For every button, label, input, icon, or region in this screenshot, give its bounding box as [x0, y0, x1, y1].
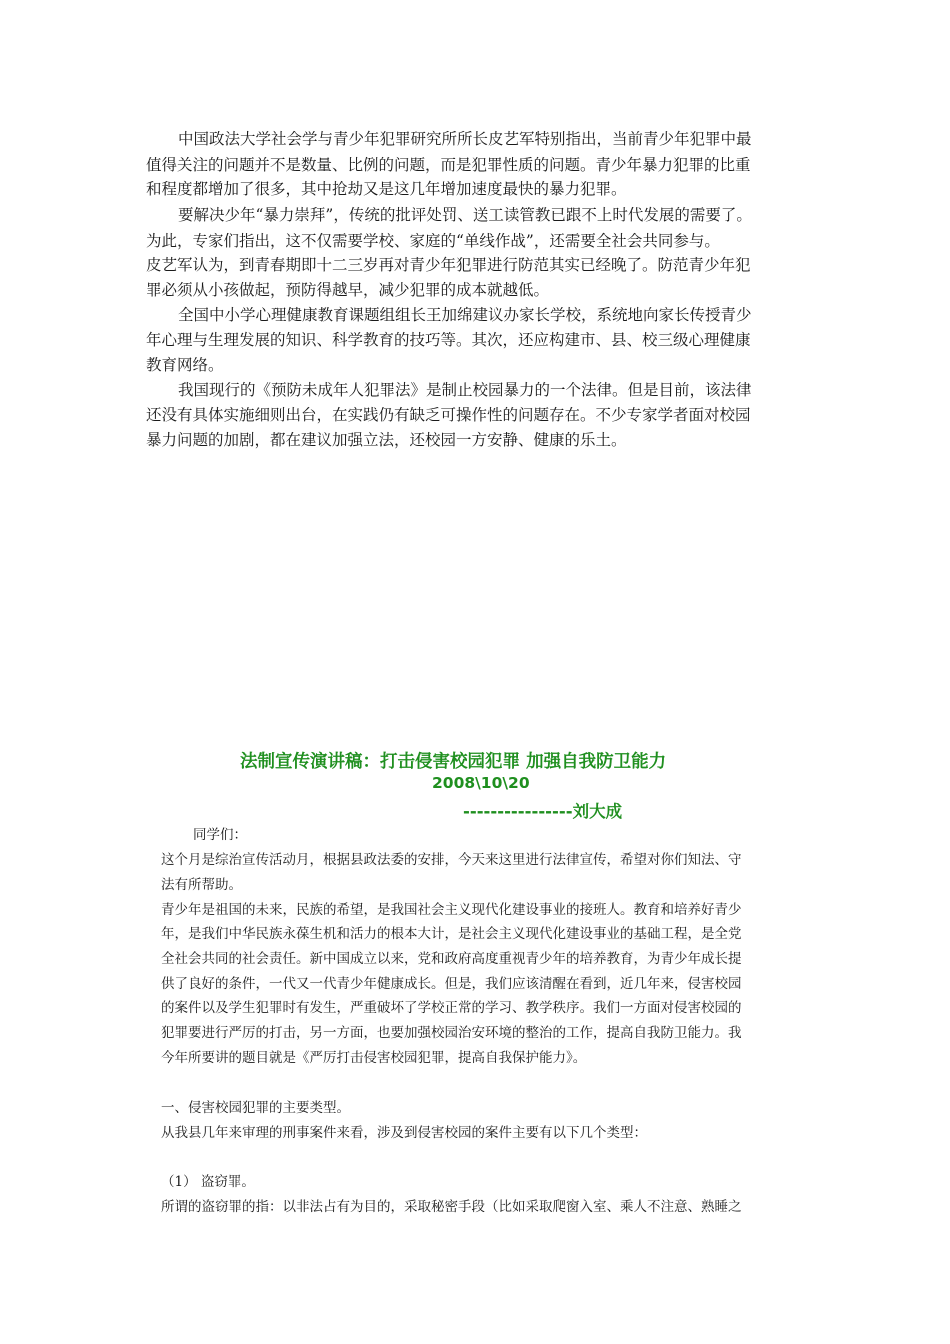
- speech-author: ----------------刘大成: [463, 802, 623, 821]
- speech-title: 法制宣传演讲稿：打击侵害校园犯罪 加强自我防卫能力: [240, 752, 667, 772]
- section-heading: 一、侵害校园犯罪的主要类型。: [161, 1100, 350, 1116]
- paragraph-line: 暴力问题的加剧，都在建议加强立法，还校园一方安静、健康的乐土。: [146, 431, 627, 449]
- paragraph-line: 从我县几年来审理的刑事案件来看，涉及到侵害校园的案件主要有以下几个类型：: [161, 1125, 647, 1141]
- paragraph-line: 为此，专家们指出，这不仅需要学校、家庭的“单线作战”，还需要全社会共同参与。: [146, 232, 720, 250]
- paragraph-line: 年，是我们中华民族永葆生机和活力的根本大计，是社会主义现代化建设事业的基础工程，是全党: [161, 926, 742, 942]
- paragraph-line: 还没有具体实施细则出台，在实践仍有缺乏可操作性的问题存在。不少专家学者面对校园: [146, 406, 751, 424]
- paragraph-line: 和程度都增加了很多，其中抢劫又是这几年增加速度最快的暴力犯罪。: [146, 180, 627, 198]
- paragraph-line: 皮艺军认为，到青春期即十二三岁再对青少年犯罪进行防范其实已经晚了。防范青少年犯: [146, 256, 751, 274]
- paragraph-line: 值得关注的问题并不是数量、比例的问题，而是犯罪性质的问题。青少年暴力犯罪的比重: [146, 156, 751, 174]
- speech-date: 2008\10\20: [432, 774, 530, 792]
- paragraph-line: 教育网络。: [146, 356, 224, 374]
- paragraph-line: 全国中小学心理健康教育课题组组长王加绵建议办家长学校，系统地向家长传授青少: [178, 306, 752, 324]
- paragraph-line: 法有所帮助。: [161, 877, 242, 893]
- paragraph-line: 青少年是祖国的未来，民族的希望，是我国社会主义现代化建设事业的接班人。教育和培养好青少: [161, 902, 742, 918]
- paragraph-line: 犯罪要进行严厉的打击，另一方面，也要加强校园治安环境的整治的工作，提高自我防卫能力。我: [161, 1025, 742, 1041]
- paragraph-line: 中国政法大学社会学与青少年犯罪研究所所长皮艺军特别指出，当前青少年犯罪中最: [178, 130, 752, 148]
- paragraph-line: 的案件以及学生犯罪时有发生，严重破坏了学校正常的学习、教学秩序。我们一方面对侵害校园的: [161, 1000, 742, 1016]
- paragraph-line: 所谓的盗窃罪的指：以非法占有为目的，采取秘密手段（比如采取爬窗入室、乘人不注意、熟睡之: [161, 1199, 742, 1215]
- list-item-heading: （1） 盗窃罪。: [161, 1174, 255, 1190]
- paragraph-line: 今年所要讲的题目就是《严厉打击侵害校园犯罪，提高自我保护能力》。: [161, 1050, 587, 1066]
- greeting: 同学们：: [193, 827, 247, 843]
- paragraph-line: 我国现行的《预防未成年人犯罪法》是制止校园暴力的一个法律。但是目前，该法律: [178, 381, 752, 399]
- paragraph-line: 要解决少年“暴力崇拜”，传统的批评处罚、送工读管教已跟不上时代发展的需要了。: [178, 206, 752, 224]
- paragraph-line: 这个月是综治宣传活动月，根据县政法委的安排，今天来这里进行法律宣传，希望对你们知法、守: [161, 852, 742, 868]
- paragraph-line: 年心理与生理发展的知识、科学教育的技巧等。其次，还应构建市、县、校三级心理健康: [146, 331, 751, 349]
- paragraph-line: 供了良好的条件，一代又一代青少年健康成长。但是，我们应该清醒在看到，近几年来，侵害校园: [161, 976, 742, 992]
- paragraph-line: 罪必须从小孩做起，预防得越早，减少犯罪的成本就越低。: [146, 281, 550, 299]
- paragraph-line: 全社会共同的社会责任。新中国成立以来，党和政府高度重视青少年的培养教育，为青少年成长提: [161, 951, 742, 967]
